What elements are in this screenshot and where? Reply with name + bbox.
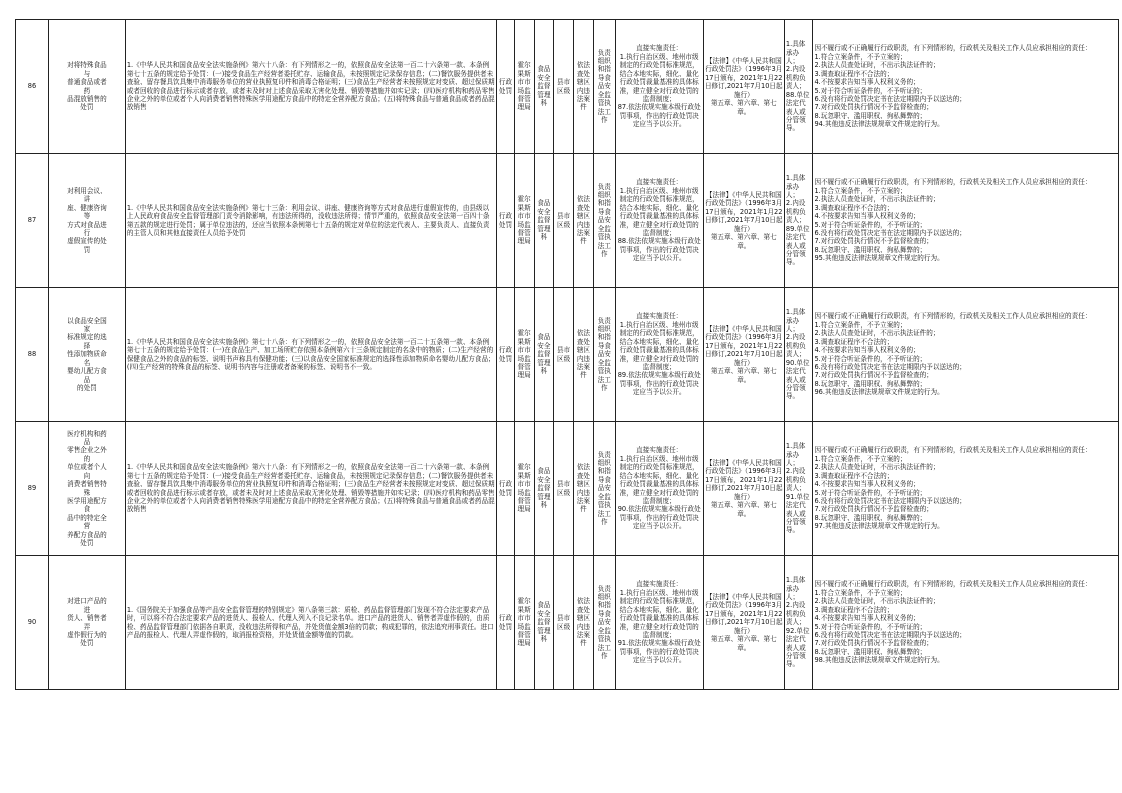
row-number: 87 (16, 154, 49, 288)
row-number: 90 (16, 556, 49, 690)
implementing-agency: 霍尔果斯市市场监督管理局 (514, 288, 534, 422)
responsible-department: 食品安全监督管理科 (534, 556, 554, 690)
responsibility-text: 直接实施责任： 1.执行自治区级、地州市级制定的行政处罚标准规范，结合本地实际，细化、量化行政处罚裁量基准的具体标准，建立健全对行政处罚的监督制度； 91.依法依规实施本级行政处罚事项，作出的行政处罚决定应当予以公开。 (615, 556, 703, 690)
responsible-department: 食品安全监督管理科 (534, 20, 554, 154)
table-row (16, 422, 1119, 556)
accountable-persons: 1.具体承办人； 2.内设机构负责人； 89.单位法定代表人或分管领导。 (784, 154, 813, 288)
duty-description: 负责组织和指导食品安全监管执法工作 (593, 422, 615, 556)
jurisdiction-scope: 依法查处辖区内违法案件 (574, 556, 594, 690)
law-reference: 【法律】《中华人民共和国行政处罚法》（1996年3月17日颁布，2021年1月22日修订,2021年7月10日起施行） 第五章、第六章、第七章。 (703, 20, 784, 154)
duty-description: 负责组织和指导食品安全监管执法工作 (593, 288, 615, 422)
item-name: 对将特殊食品 与 普通食品或者 药 品混放销售的 处罚 (48, 20, 125, 154)
item-type: 行政 处罚 (497, 422, 515, 556)
legal-basis: 1.《国务院关于加强食品等产品安全监督管理的特别规定》第八条第三款：质检、药品监督管理部门发现不符合法定要求产品时，可以将不符合法定要求产品的进货人、报检人、代理人列入不良记录名单。进口产品的进货人、销售者弄虚作假的，由质检、药品监督管理部门依据各自职责，没收违法所得和产品，并处货值金额3倍的罚款；构成犯罪的，依法追究刑事责任。进口产品的报检人、代理人弄虚作假的，取消报检资格，并处货值金额等值的罚款。 (125, 556, 496, 690)
responsibility-text: 直接实施责任： 1.执行自治区级、地州市级制定的行政处罚标准规范，结合本地实际，细化、量化行政处罚裁量基准的具体标准，建立健全对行政处罚的监督制度； 87.依法依规实施本级行政处罚事项，作出的行政处罚决定应当予以公开。 (615, 20, 703, 154)
jurisdiction-scope: 依法查处辖区内违法案件 (574, 20, 594, 154)
jurisdiction-scope: 依法查处辖区内违法案件 (574, 422, 594, 556)
accountable-persons: 1.具体承办人； 2.内设机构负责人； 92.单位法定代表人或分管领导。 (784, 556, 813, 690)
table-row (16, 154, 1119, 288)
item-name: 以食品安全国 家 标准规定的选 择 性添加物质命 名 婴幼儿配方食 品 的处罚 (48, 288, 125, 422)
responsibility-text: 直接实施责任： 1.执行自治区级、地州市级制定的行政处罚标准规范，结合本地实际，细化、量化行政处罚裁量基准的具体标准，建立健全对行政处罚的监督制度； 88.依法依规实施本级行政处罚事项，作出的行政处罚决定应当予以公开。 (615, 154, 703, 288)
item-type: 行政 处罚 (497, 288, 515, 422)
accountability-cases: 因不履行或不正确履行行政职责，有下列情形的，行政机关及相关工作人员应承担相应的责任： 1.符合立案条件，不予立案的； 2.执法人员查处证时，不出示执法证件的； 3.调查取证程序不合法的； 4.不按要求告知当事人权利义务的； 5.对于符合听证条件的，不予听证的； 6.没有将行政处罚决定书在法定期限内予以送达的； 7.对行政处罚执行情况不予监督检查的； 8.玩忽职守、滥用职权、徇私舞弊的； 95.其他违反法律法规规章文件规定的行为。 (813, 154, 1119, 288)
responsible-department: 食品安全监督管理科 (534, 422, 554, 556)
administrative-level: 县市区级 (554, 20, 574, 154)
implementing-agency: 霍尔果斯市市场监督管理局 (514, 154, 534, 288)
item-type: 行政 处罚 (497, 20, 515, 154)
accountable-persons: 1.具体承办人； 2.内设机构负责人； 90.单位法定代表人或分管领导。 (784, 288, 813, 422)
accountability-cases: 因不履行或不正确履行行政职责，有下列情形的，行政机关及相关工作人员应承担相应的责任： 1.符合立案条件，不予立案的； 2.执法人员查处证时，不出示执法证件的； 3.调查取证程序不合法的； 4.不按要求告知当事人权利义务的； 5.对于符合听证条件的，不予听证的； 6.没有将行政处罚决定书在法定期限内予以送达的； 7.对行政处罚执行情况不予监督检查的； 8.玩忽职守、滥用职权、徇私舞弊的； 97.其他违反法律法规规章文件规定的行为。 (813, 422, 1119, 556)
implementing-agency: 霍尔果斯市市场监督管理局 (514, 20, 534, 154)
administrative-level: 县市区级 (554, 288, 574, 422)
administrative-level: 县市区级 (554, 556, 574, 690)
administrative-level: 县市区级 (554, 422, 574, 556)
accountable-persons: 1.具体承办人； 2.内设机构负责人； 91.单位法定代表人或分管领导。 (784, 422, 813, 556)
legal-basis: 1.《中华人民共和国食品安全法实施条例》第六十八条：有下列情形之一的，依照食品安全法第一百二十六条第一款、本条例第七十五条的规定给予处罚：(一)接受食品生产经营者委托贮存、运输食品，未按照规定记录保存信息；(二)餐饮服务提供者未查验、留存餐具饮具集中消毒服务单位的营业执照复印件和消毒合格证明；(三)食品生产经营者未按照规定对变质、超过保质期或者回收的食品进行标示或者存放，或者未及时对上述食品采取无害化处理、销毁等措施并如实记录；(四)医疗机构和药品零售企业之外的单位或者个人向消费者销售特殊医学用途配方食品中的特定全营养配方食品；(五)将特殊食品与普通食品或者药品混放销售 (125, 20, 496, 154)
legal-basis: 1.《中华人民共和国食品安全法实施条例》第六十八条：有下列情形之一的，依照食品安全法第一百二十六条第一款、本条例第七十五条的规定给予处罚：(一)接受食品生产经营者委托贮存、运输食品，未按照规定记录保存信息；(二)餐饮服务提供者未查验、留存餐具饮具集中消毒服务单位的营业执照复印件和消毒合格证明；(三)食品生产经营者未按照规定对变质、超过保质期或者回收的食品进行标示或者存放，或者未及时对上述食品采取无害化处理、销毁等措施并如实记录；(四)医疗机构和药品零售企业之外的单位或者个人向消费者销售特殊医学用途配方食品中的特定全营养配方食品；(五)将特殊食品与普通食品或者药品混放销售 (125, 422, 496, 556)
table-row (16, 20, 1119, 154)
accountability-cases: 因不履行或不正确履行行政职责，有下列情形的，行政机关及相关工作人员应承担相应的责任： 1.符合立案条件，不予立案的； 2.执法人员查处证时，不出示执法证件的； 3.调查取证程序不合法的； 4.不按要求告知当事人权利义务的； 5.对于符合听证条件的，不予听证的； 6.没有将行政处罚决定书在法定期限内予以送达的； 7.对行政处罚执行情况不予监督检查的； 8.玩忽职守、滥用职权、徇私舞弊的； 94.其他违反法律法规规章文件规定的行为。 (813, 20, 1119, 154)
responsible-department: 食品安全监督管理科 (534, 154, 554, 288)
table-row (16, 556, 1119, 690)
responsible-department: 食品安全监督管理科 (534, 288, 554, 422)
duty-description: 负责组织和指导食品安全监管执法工作 (593, 20, 615, 154)
responsibility-text: 直接实施责任： 1.执行自治区级、地州市级制定的行政处罚标准规范，结合本地实际，细化、量化行政处罚裁量基准的具体标准，建立健全对行政处罚的监督制度； 90.依法依规实施本级行政处罚事项，作出的行政处罚决定应当予以公开。 (615, 422, 703, 556)
row-number: 88 (16, 288, 49, 422)
row-number: 89 (16, 422, 49, 556)
accountability-cases: 因不履行或不正确履行行政职责，有下列情形的，行政机关及相关工作人员应承担相应的责任： 1.符合立案条件，不予立案的； 2.执法人员查处证时，不出示执法证件的； 3.调查取证程序不合法的； 4.不按要求告知当事人权利义务的； 5.对于符合听证条件的，不予听证的； 6.没有将行政处罚决定书在法定期限内予以送达的； 7.对行政处罚执行情况不予监督检查的； 8.玩忽职守、滥用职权、徇私舞弊的； 98.其他违反法律法规规章文件规定的行为。 (813, 556, 1119, 690)
law-reference: 【法律】《中华人民共和国行政处罚法》（1996年3月17日颁布，2021年1月22日修订,2021年7月10日起施行） 第五章、第六章、第七章。 (703, 556, 784, 690)
law-reference: 【法律】《中华人民共和国行政处罚法》（1996年3月17日颁布，2021年1月22日修订,2021年7月10日起施行） 第五章、第六章、第七章。 (703, 288, 784, 422)
administrative-level: 县市区级 (554, 154, 574, 288)
law-reference: 【法律】《中华人民共和国行政处罚法》（1996年3月17日颁布，2021年1月22日修订,2021年7月10日起施行） 第五章、第六章、第七章。 (703, 154, 784, 288)
jurisdiction-scope: 依法查处辖区内违法案件 (574, 288, 594, 422)
legal-basis: 1.《中华人民共和国食品安全法实施条例》第七十三条：利用会议、讲座、健康咨询等方式对食品进行虚假宣传的，由县级以上人民政府食品安全监督管理部门责令消除影响，有违法所得的，没收违法所得；情节严重的，依照食品安全法第一百四十条第五款的规定进行处罚；属于单位违法的，还应当依照本条例第七十五条的规定对单位的法定代表人、主要负责人、直接负责的主管人员和其他直接责任人员给予处罚 (125, 154, 496, 288)
legal-basis: 1.《中华人民共和国食品安全法实施条例》第七十八条：有下列情形之一的，依照食品安全法第一百二十五条第一款、本条例第七十五条的规定给予处罚：(一)在食品生产、加工场所贮存依照本条例第六十三条规定制定的名录中的物质；(二)生产经营的保健食品之外的食品的标签、说明书声称具有保健功能；(三)以食品安全国家标准规定的选择性添加物质命名婴幼儿配方食品；(四)生产经营的特殊食品的标签、说明书内容与注册或者备案的标签、说明书不一致。 (125, 288, 496, 422)
table-row (16, 288, 1119, 422)
jurisdiction-scope: 依法查处辖区内违法案件 (574, 154, 594, 288)
item-name: 对利用会议、 讲 座、健康咨询 等 方式对食品进 行 虚假宣传的处 罚 (48, 154, 125, 288)
item-type: 行政 处罚 (497, 154, 515, 288)
item-name: 医疗机构和药 品 零售企业之外 的 单位或者个人 向 消费者销售特 殊 医学用途配方 食 品中的特定全 营 养配方食品的 处罚 (48, 422, 125, 556)
accountable-persons: 1.具体承办人； 2.内设机构负责人； 88.单位法定代表人或分管领导。 (784, 20, 813, 154)
implementing-agency: 霍尔果斯市市场监督管理局 (514, 422, 534, 556)
implementing-agency: 霍尔果斯市市场监督管理局 (514, 556, 534, 690)
duty-description: 负责组织和指导食品安全监管执法工作 (593, 154, 615, 288)
item-type: 行政 处罚 (497, 556, 515, 690)
duty-description: 负责组织和指导食品安全监管执法工作 (593, 556, 615, 690)
table-body (16, 20, 1119, 690)
row-number: 86 (16, 20, 49, 154)
law-reference: 【法律】《中华人民共和国行政处罚法》（1996年3月17日颁布，2021年1月22日修订,2021年7月10日起施行） 第五章、第六章、第七章。 (703, 422, 784, 556)
responsibility-text: 直接实施责任： 1.执行自治区级、地州市级制定的行政处罚标准规范，结合本地实际，细化、量化行政处罚裁量基准的具体标准，建立健全对行政处罚的监督制度； 89.依法依规实施本级行政处罚事项，作出的行政处罚决定应当予以公开。 (615, 288, 703, 422)
responsibility-table (15, 19, 1119, 690)
accountability-cases: 因不履行或不正确履行行政职责，有下列情形的，行政机关及相关工作人员应承担相应的责任： 1.符合立案条件，不予立案的； 2.执法人员查处证时，不出示执法证件的； 3.调查取证程序不合法的； 4.不按要求告知当事人权利义务的； 5.对于符合听证条件的，不予听证的； 6.没有将行政处罚决定书在法定期限内予以送达的； 7.对行政处罚执行情况不予监督检查的； 8.玩忽职守、滥用职权、徇私舞弊的； 96.其他违反法律法规规章文件规定的行为。 (813, 288, 1119, 422)
item-name: 对进口产品的 进 货人、销售者 弄 虚作假行为的 处罚 (48, 556, 125, 690)
